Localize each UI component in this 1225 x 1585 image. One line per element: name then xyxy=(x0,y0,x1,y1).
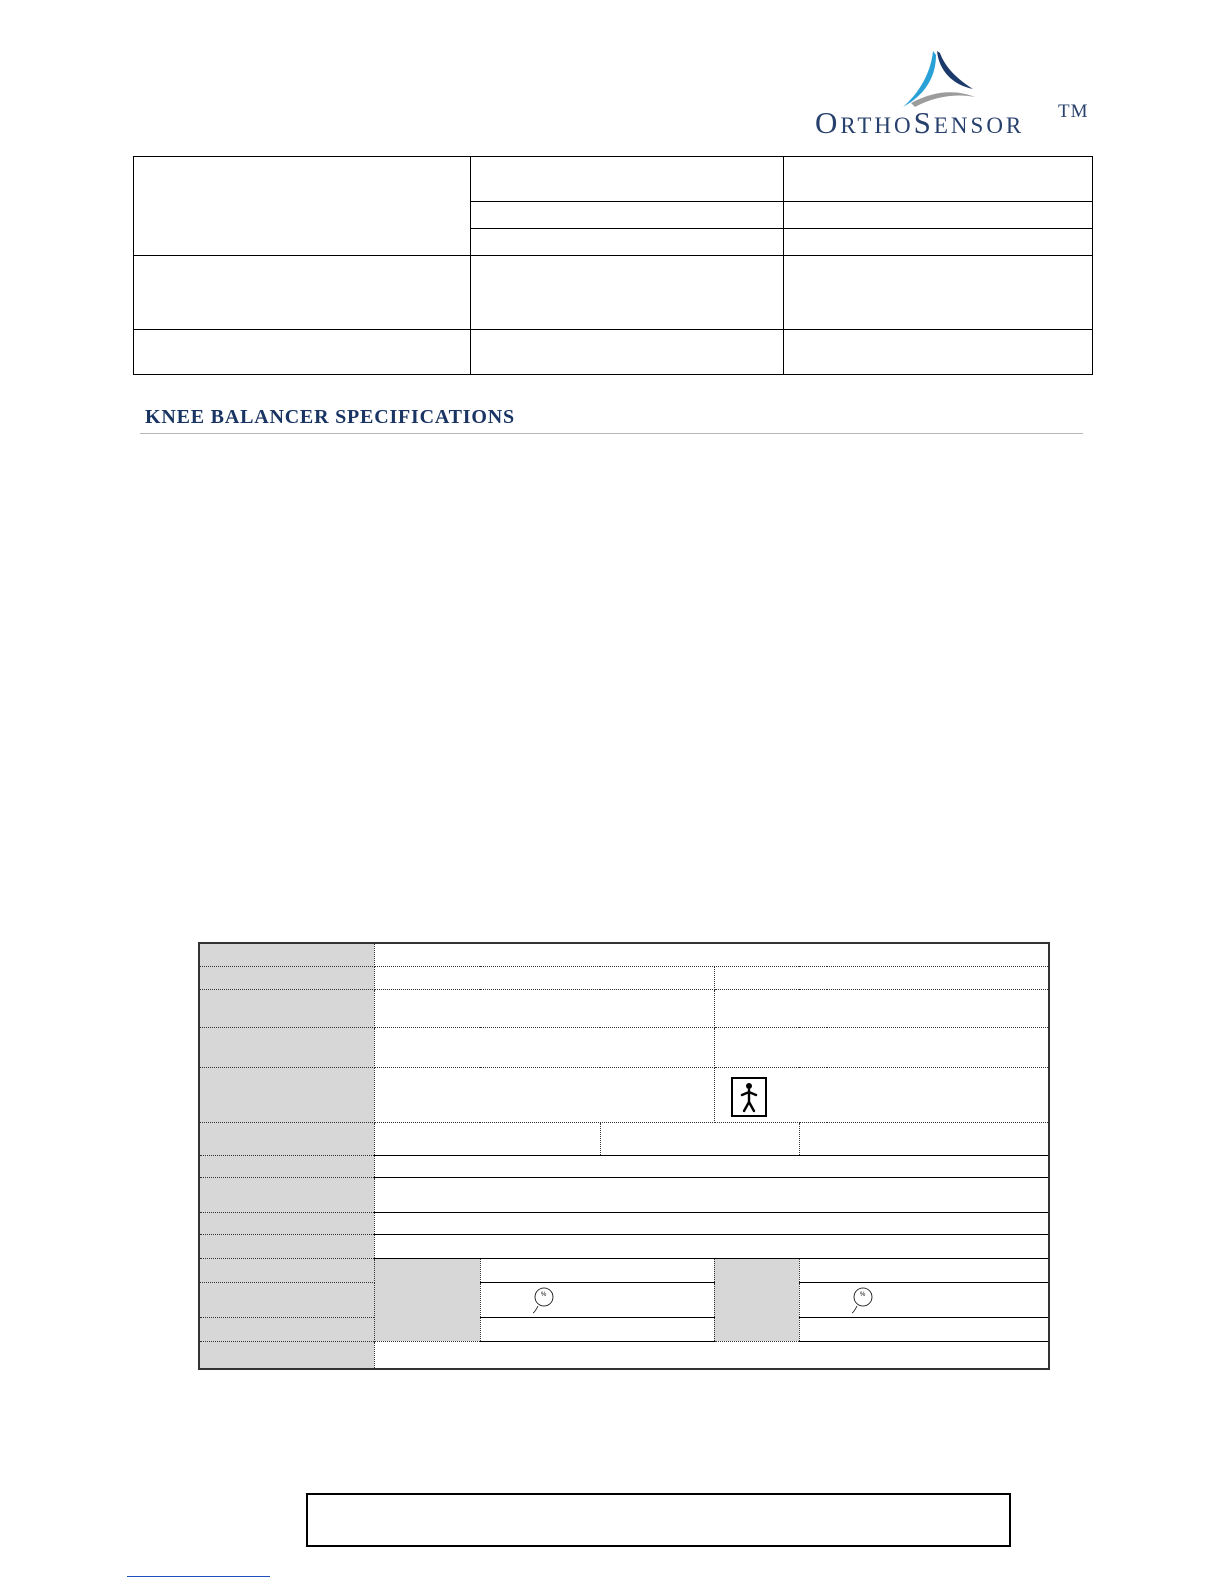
spec-value-cell xyxy=(374,1341,1049,1369)
spec-label-cell xyxy=(199,1067,374,1122)
humidity-limit-icon xyxy=(533,1286,555,1314)
spec-value-cell xyxy=(714,1027,1049,1067)
spec-label-cell xyxy=(199,1155,374,1177)
logo-wordmark xyxy=(815,105,1024,141)
humidity-limit-icon xyxy=(852,1286,874,1314)
logo-letters: ENSOR xyxy=(933,113,1025,138)
spec-label-cell xyxy=(199,1234,374,1258)
spec-value-cell xyxy=(480,1282,714,1317)
spec-label-cell xyxy=(199,943,374,966)
spec-value-cell xyxy=(799,1258,1049,1282)
table-cell xyxy=(471,202,784,229)
spec-value-cell xyxy=(480,1317,714,1341)
heading-rule xyxy=(140,433,1083,434)
spec-value-cell xyxy=(714,1067,1049,1122)
svg-text:%: % xyxy=(859,1291,865,1298)
spec-value-cell xyxy=(374,1212,1049,1234)
spec-label-cell xyxy=(199,966,374,989)
table-cell xyxy=(784,229,1093,256)
table-cell xyxy=(134,157,471,256)
spec-value-cell xyxy=(374,1234,1049,1258)
table-cell xyxy=(134,329,471,374)
type-bf-applied-part-icon xyxy=(731,1077,767,1117)
trademark-symbol: TM xyxy=(1058,101,1089,122)
logo-letters: RTHO xyxy=(840,113,914,138)
spec-value-cell xyxy=(480,1258,714,1282)
section-heading: KNEE BALANCER SPECIFICATIONS xyxy=(145,406,515,428)
svg-text:%: % xyxy=(540,1291,546,1298)
table-cell xyxy=(471,229,784,256)
table-cell xyxy=(784,329,1093,374)
table-cell xyxy=(784,202,1093,229)
spec-label-cell xyxy=(199,1317,374,1341)
spec-value-cell xyxy=(374,1122,600,1155)
spec-value-cell xyxy=(374,1177,1049,1212)
spec-value-cell xyxy=(374,966,714,989)
spec-value-cell xyxy=(799,1122,1049,1155)
spec-label-cell xyxy=(199,1212,374,1234)
spec-value-cell xyxy=(374,1067,714,1122)
footer-box xyxy=(306,1493,1011,1547)
orthosensor-logo xyxy=(815,45,1090,140)
specifications-table xyxy=(198,942,1050,1370)
spec-label-cell xyxy=(199,989,374,1027)
table-cell xyxy=(134,256,471,329)
table-cell xyxy=(471,256,784,329)
table-cell xyxy=(784,157,1093,202)
table-cell xyxy=(471,329,784,374)
spec-sublabel-cell xyxy=(374,1258,480,1341)
logo-letter: S xyxy=(913,105,934,140)
spec-value-cell xyxy=(600,1122,799,1155)
spec-label-cell xyxy=(199,1341,374,1369)
top-table xyxy=(133,156,1093,375)
spec-sublabel-cell xyxy=(714,1258,799,1341)
spec-value-cell xyxy=(714,989,1049,1027)
spec-value-cell xyxy=(374,1155,1049,1177)
spec-value-cell xyxy=(374,989,714,1027)
spec-label-cell xyxy=(199,1177,374,1212)
spec-label-cell xyxy=(199,1258,374,1282)
spec-label-cell xyxy=(199,1282,374,1317)
spec-value-cell xyxy=(799,1317,1049,1341)
table-cell xyxy=(471,157,784,202)
spec-label-cell xyxy=(199,1027,374,1067)
spec-label-cell xyxy=(199,1122,374,1155)
logo-letter: O xyxy=(815,105,841,140)
spec-value-cell xyxy=(714,966,1049,989)
footer-link[interactable] xyxy=(127,1576,270,1577)
spec-value-cell xyxy=(374,1027,714,1067)
spec-value-cell xyxy=(799,1282,1049,1317)
table-cell xyxy=(784,256,1093,329)
spec-value-cell xyxy=(374,943,1049,966)
